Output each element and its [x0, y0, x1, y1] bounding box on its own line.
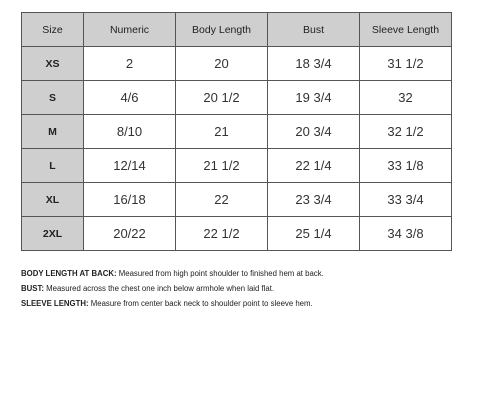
numeric-cell: 12/14 [84, 149, 176, 183]
bust-cell: 18 3/4 [268, 47, 360, 81]
note-sleeve-length [21, 296, 461, 311]
bust-cell: 25 1/4 [268, 217, 360, 251]
body-length-cell: 21 1/2 [176, 149, 268, 183]
sleeve-length-cell: 33 3/4 [360, 183, 452, 217]
bust-cell: 23 3/4 [268, 183, 360, 217]
sleeve-length-cell: 32 1/2 [360, 115, 452, 149]
table-row [22, 115, 452, 149]
numeric-cell: 8/10 [84, 115, 176, 149]
sleeve-length-cell: 33 1/8 [360, 149, 452, 183]
numeric-cell: 2 [84, 47, 176, 81]
table-body [22, 47, 452, 251]
sleeve-length-cell: 32 [360, 81, 452, 115]
note-term: BUST: [21, 284, 44, 293]
size-cell: L [22, 149, 84, 183]
header-row [22, 13, 452, 47]
body-length-cell: 20 1/2 [176, 81, 268, 115]
body-length-cell: 21 [176, 115, 268, 149]
bust-cell: 22 1/4 [268, 149, 360, 183]
header-size: Size [22, 13, 84, 47]
note-text: Measure from center back neck to shoulder point to sleeve hem. [88, 299, 313, 308]
size-cell: 2XL [22, 217, 84, 251]
sleeve-length-cell: 34 3/8 [360, 217, 452, 251]
table-row [22, 47, 452, 81]
header-sleeve-length: Sleeve Length [360, 13, 452, 47]
measurement-notes [21, 266, 461, 311]
size-cell: XL [22, 183, 84, 217]
table-row [22, 183, 452, 217]
bust-cell: 19 3/4 [268, 81, 360, 115]
note-term: BODY LENGTH AT BACK: [21, 269, 117, 278]
header-bust: Bust [268, 13, 360, 47]
size-chart-table [21, 12, 452, 251]
table-row [22, 217, 452, 251]
header-body-length: Body Length [176, 13, 268, 47]
table-row [22, 149, 452, 183]
header-numeric: Numeric [84, 13, 176, 47]
size-cell: XS [22, 47, 84, 81]
size-cell: S [22, 81, 84, 115]
note-text: Measured from high point shoulder to finished hem at back. [116, 269, 324, 278]
body-length-cell: 22 1/2 [176, 217, 268, 251]
numeric-cell: 4/6 [84, 81, 176, 115]
numeric-cell: 20/22 [84, 217, 176, 251]
note-text: Measured across the chest one inch below armhole when laid flat. [43, 284, 275, 293]
bust-cell: 20 3/4 [268, 115, 360, 149]
body-length-cell: 22 [176, 183, 268, 217]
numeric-cell: 16/18 [84, 183, 176, 217]
note-bust [21, 281, 461, 296]
size-cell: M [22, 115, 84, 149]
note-term: SLEEVE LENGTH: [21, 299, 89, 308]
table-row [22, 81, 452, 115]
table-header [22, 13, 452, 47]
note-body-length [21, 266, 461, 281]
sleeve-length-cell: 31 1/2 [360, 47, 452, 81]
body-length-cell: 20 [176, 47, 268, 81]
